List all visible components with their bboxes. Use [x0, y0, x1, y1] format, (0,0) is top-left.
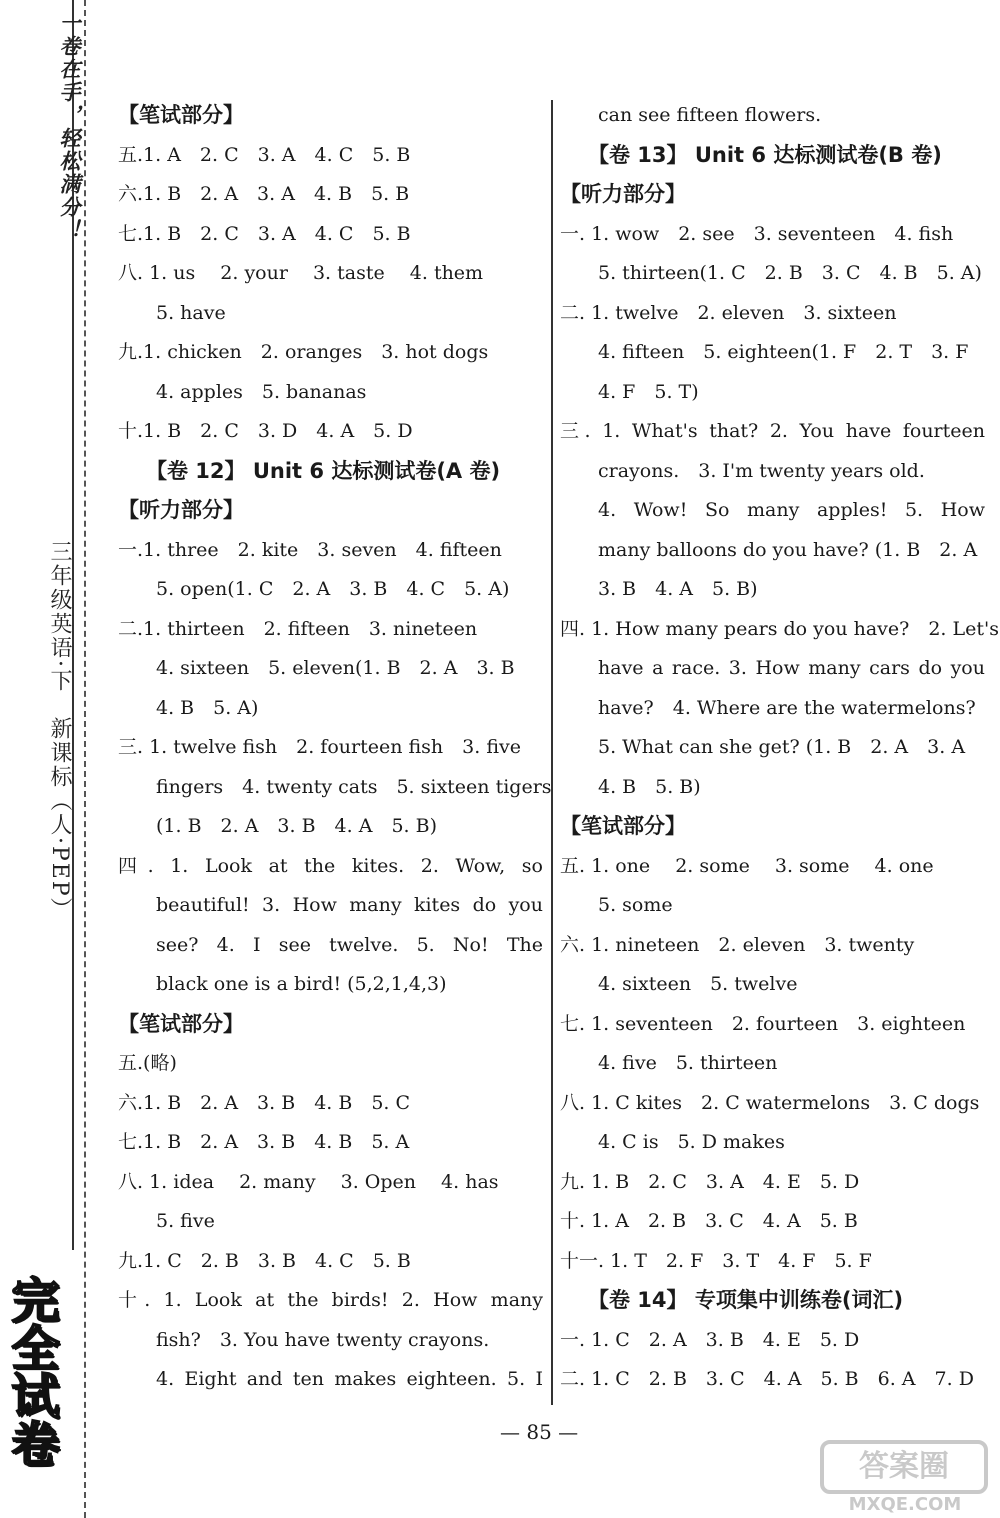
answer-line: 六.1. B 2. A 3. A 4. B 5. B [118, 183, 410, 205]
answer-line: 九.1. C 2. B 3. B 4. C 5. B [118, 1249, 411, 1272]
answer-line: 六. 1. nineteen 2. eleven 3. twenty [560, 933, 915, 956]
answer-line-continued: 5. five [156, 1210, 215, 1232]
answer-line-continued: see? 4. I see twelve. 5. No! The [156, 933, 543, 956]
answer-line-continued: have a race. 3. How many cars do you [598, 657, 985, 679]
answer-line: 一.1. three 2. kite 3. seven 4. fifteen [118, 538, 502, 561]
watermark-title: 答案圈 [820, 1440, 988, 1494]
answer-line-continued: black one is a bird! (5,2,1,4,3) [156, 973, 447, 995]
answer-line: 七.1. B 2. C 3. A 4. C 5. B [118, 222, 411, 245]
answer-line-continued: fish? 3. You have twenty crayons. [156, 1328, 490, 1351]
answer-line-continued: 4. Wow! So many apples! 5. How [598, 499, 985, 521]
answer-line-continued: 5. thirteen(1. C 2. B 3. C 4. B 5. A) [598, 262, 982, 284]
right-answer-column [560, 96, 999, 1400]
watermark [820, 1440, 990, 1514]
answer-line: 二.1. thirteen 2. fifteen 3. nineteen [118, 617, 478, 640]
answer-line-continued: (1. B 2. A 3. B 4. A 5. B) [156, 815, 437, 837]
answer-line: 二. 1. twelve 2. eleven 3. sixteen [560, 301, 897, 324]
answer-line-continued: 5. open(1. C 2. A 3. B 4. C 5. A) [156, 578, 510, 600]
series-logo: 完全试卷 [3, 1275, 59, 1467]
answer-line: 十. 1. Look at the birds! 2. How many [118, 1289, 543, 1311]
answer-line: 八. 1. us 2. your 3. taste 4. them [118, 262, 484, 284]
answer-line-continued: 4. fifteen 5. eighteen(1. F 2. T 3. F [598, 341, 969, 363]
answer-line-continued: 4. F 5. T) [598, 380, 699, 403]
answer-line: 八. 1. idea 2. many 3. Open 4. has [118, 1170, 499, 1193]
answer-line-continued: 4. sixteen 5. eleven(1. B 2. A 3. B [156, 657, 515, 679]
answer-line: 一. 1. wow 2. see 3. seventeen 4. fish [560, 222, 954, 245]
answer-line-continued: 4. five 5. thirteen [598, 1052, 778, 1074]
answer-line-continued: 4. apples 5. bananas [156, 380, 367, 403]
watermark-url: MXQE.COM [848, 1494, 962, 1515]
answer-line: 三. 1. What's that? 2. You have fourteen [560, 420, 985, 442]
answer-line-continued: 5. some [598, 894, 673, 916]
answer-line: 八. 1. C kites 2. C watermelons 3. C dogs [560, 1091, 980, 1114]
section-heading: 【笔试部分】 [560, 814, 686, 838]
slogan: 一卷在手，轻松满分！ [57, 12, 82, 242]
section-heading: 【笔试部分】 [118, 1011, 244, 1036]
answer-line: 九. 1. B 2. C 3. A 4. E 5. D [560, 1170, 860, 1193]
binding-margin [0, 0, 100, 1518]
answer-line: 七. 1. seventeen 2. fourteen 3. eighteen [560, 1012, 966, 1035]
column-divider [551, 100, 553, 1405]
answer-line: 六.1. B 2. A 3. B 4. B 5. C [118, 1091, 411, 1114]
answer-line-continued: 4. B 5. A) [156, 696, 259, 719]
answer-line-continued: 5. What can she get? (1. B 2. A 3. A [598, 736, 966, 758]
paper-title: 【卷 12】 Unit 6 达标测试卷(A 卷) [146, 458, 501, 483]
answer-line: 十一. 1. T 2. F 3. T 4. F 5. F [560, 1249, 872, 1272]
answer-line-continued: 4. C is 5. D makes [598, 1131, 785, 1153]
answer-line-continued: 4. sixteen 5. twelve [598, 973, 798, 995]
answer-line: 一. 1. C 2. A 3. B 4. E 5. D [560, 1328, 860, 1351]
page-number: — 85 — [500, 1420, 579, 1444]
answer-line: 五. 1. one 2. some 3. some 4. one [560, 854, 934, 877]
answer-line: 三. 1. twelve fish 2. fourteen fish 3. five [118, 736, 521, 758]
answer-line: 五.(略) [118, 1052, 177, 1074]
answer-line-continued: 3. B 4. A 5. B) [598, 578, 758, 600]
section-heading: 【笔试部分】 [118, 103, 244, 127]
answer-line: 十.1. B 2. C 3. D 4. A 5. D [118, 420, 413, 442]
answer-line: 九.1. chicken 2. oranges 3. hot dogs [118, 341, 489, 363]
cut-line [84, 0, 86, 1518]
section-heading: 【听力部分】 [118, 498, 244, 522]
answer-line-continued: 5. have [156, 301, 226, 324]
answer-line-continued: many balloons do you have? (1. B 2. A [598, 538, 978, 561]
answer-line: 七.1. B 2. A 3. B 4. B 5. A [118, 1131, 410, 1153]
answer-line-continued: have? 4. Where are the watermelons? [598, 696, 976, 719]
answer-line: 十. 1. A 2. B 3. C 4. A 5. B [560, 1210, 858, 1232]
answer-line-continued: crayons. 3. I'm twenty years old. [598, 459, 925, 482]
answer-line: 四. 1. Look at the kites. 2. Wow, so [118, 854, 543, 877]
answer-line-continued: beautiful! 3. How many kites do you [156, 894, 543, 916]
book-info: 三年级英语·下 新课标（人·PEP） [47, 540, 72, 922]
answer-line: 五.1. A 2. C 3. A 4. C 5. B [118, 143, 411, 166]
left-answer-column [118, 96, 552, 1400]
answer-line-continued: 4. Eight and ten makes eighteen. 5. I [156, 1368, 543, 1390]
paper-title: 【卷 14】 专项集中训练卷(词汇) [588, 1288, 904, 1312]
answer-line-continued: can see fifteen flowers. [598, 104, 822, 126]
answer-line-continued: fingers 4. twenty cats 5. sixteen tigers [156, 775, 552, 798]
answer-line: 二. 1. C 2. B 3. C 4. A 5. B 6. A 7. D [560, 1368, 974, 1390]
answer-line-continued: 4. B 5. B) [598, 775, 701, 798]
paper-title: 【卷 13】 Unit 6 达标测试卷(B 卷) [588, 142, 942, 167]
answer-line: 四. 1. How many pears do you have? 2. Let's [560, 617, 999, 640]
section-heading: 【听力部分】 [560, 182, 686, 206]
